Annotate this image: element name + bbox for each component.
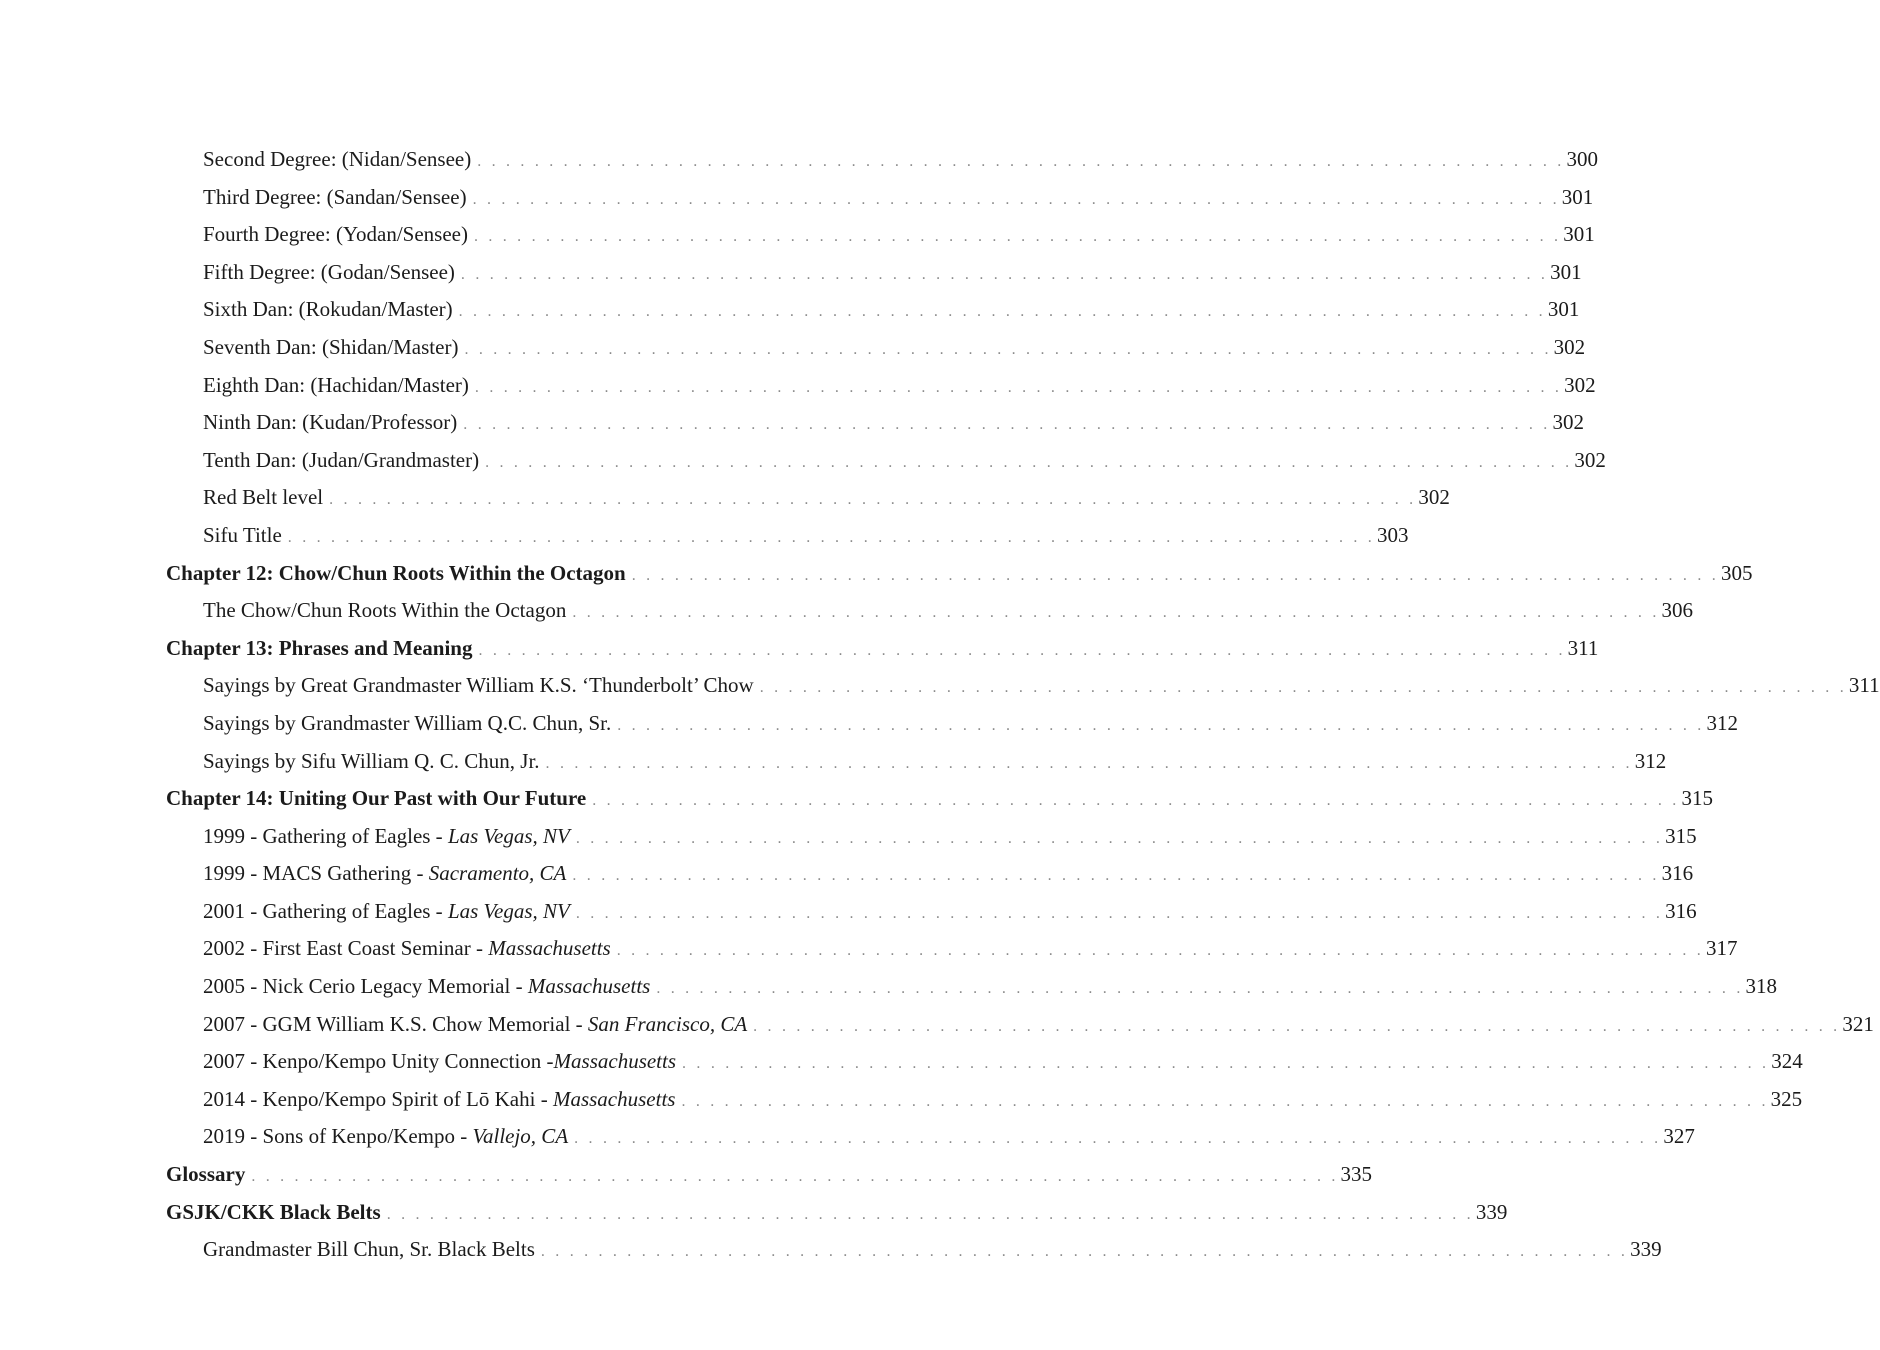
toc-entry-title	[203, 291, 453, 329]
toc-entry-page-number: 306	[1661, 598, 1694, 623]
toc-entry-location: San Francisco, CA	[587, 1011, 748, 1036]
toc-section-entry[interactable]	[166, 216, 1595, 254]
dot-leader: . . . . . . . . . . . . . . . . . . . . . . . . . . . . . . . . . . . . . . . . . . . . . . . . . . . . . . . . . . . . . . . . . . . . . . . . . . . .	[616, 942, 1704, 960]
toc-entry-page-number: 302	[1574, 447, 1606, 472]
toc-entry-title-text: Chapter 13: Phrases and Meaning	[166, 635, 473, 660]
toc-entry-title	[203, 592, 566, 630]
toc-entry-page-number: 302	[1418, 485, 1450, 510]
dot-leader: . . . . . . . . . . . . . . . . . . . . . . . . . . . . . . . . . . . . . . . . . . . . . . . . . . . . . . . . . . . . . . . . . . . . . . . . . . . .	[575, 904, 1664, 922]
toc-entry-title-text: Sayings by Grandmaster William Q.C. Chun, Sr.	[203, 710, 612, 735]
toc-entry-title-text: 2002 - First East Coast Seminar -	[203, 936, 489, 961]
toc-entry-title-text: Glossary	[166, 1162, 246, 1187]
toc-entry-page-number: 316	[1661, 861, 1694, 886]
toc-section-entry[interactable]	[166, 592, 1694, 630]
toc-entry-title	[203, 442, 479, 480]
toc-entry-page-number: 311	[1848, 673, 1880, 698]
toc-entry-page-number: 315	[1665, 823, 1697, 848]
toc-section-entry[interactable]	[166, 855, 1694, 893]
toc-section-entry[interactable]	[166, 517, 1409, 555]
toc-entry-title-text: Red Belt level	[203, 485, 324, 510]
dot-leader: . . . . . . . . . . . . . . . . . . . . . . . . . . . . . . . . . . . . . . . . . . . . . . . . . . . . . . . . . . . . . . . . . . . . . . . . . . . .	[656, 980, 1744, 998]
toc-entry-title-text: Second Degree: (Nidan/Sensee)	[203, 147, 472, 171]
toc-entry-title-text: 2001 - Gathering of Eagles -	[203, 898, 448, 923]
toc-entry-page-number: 301	[1550, 259, 1582, 284]
toc-entry-page-number: 318	[1745, 974, 1778, 999]
toc-entry-title-text: Third Degree: (Sandan/Sensee)	[203, 184, 467, 209]
dot-leader: . . . . . . . . . . . . . . . . . . . . . . . . . . . . . . . . . . . . . . . . . . . . . . . . . . . . . . . . . . . . . . . . . . . . . . . . . . . .	[572, 867, 1660, 885]
toc-entry-title-text: Grandmaster Bill Chun, Sr. Black Belts	[203, 1237, 535, 1262]
dot-leader: . . . . . . . . . . . . . . . . . . . . . . . . . . . . . . . . . . . . . . . . . . . . . . . . . . . . . . . . . . . . . . . . . . . . . . . . . . . .	[753, 1017, 1841, 1035]
toc-entry-title-text: Ninth Dan: (Kudan/Professor)	[203, 410, 458, 435]
dot-leader: . . . . . . . . . . . . . . . . . . . . . . . . . . . . . . . . . . . . . . . . . . . . . . . . . . . . . . . . . . . . . . . . . . . . . . . . . . . .	[287, 528, 1375, 546]
toc-section-entry[interactable]	[166, 1118, 1695, 1156]
toc-entry-location: Las Vegas, NV	[447, 823, 570, 848]
toc-entry-title	[203, 1231, 535, 1269]
toc-entry-title-text: 2019 - Sons of Kenpo/Kempo -	[203, 1124, 473, 1149]
dot-leader: . . . . . . . . . . . . . . . . . . . . . . . . . . . . . . . . . . . . . . . . . . . . . . . . . . . . . . . . . . . . . . . . . . . . . . . . . . . .	[759, 679, 1847, 697]
dot-leader: . . . . . . . . . . . . . . . . . . . . . . . . . . . . . . . . . . . . . . . . . . . . . . . . . . . . . . . . . . . . . . . . . . . . . . . . . . . .	[460, 265, 1549, 283]
toc-entry-location: Massachusetts	[552, 1086, 676, 1111]
toc-entry-page-number: 335	[1340, 1162, 1373, 1187]
toc-chapter-entry[interactable]	[166, 1156, 1373, 1194]
toc-section-entry[interactable]	[166, 367, 1596, 405]
dot-leader: . . . . . . . . . . . . . . . . . . . . . . . . . . . . . . . . . . . . . . . . . . . . . . . . . . . . . . . . . . . . . . . . . . . . . . . . . . . .	[575, 829, 1664, 847]
dot-leader: . . . . . . . . . . . . . . . . . . . . . . . . . . . . . . . . . . . . . . . . . . . . . . . . . . . . . . . . . . . . . . . . . . . . . . . . . . . .	[478, 641, 1566, 659]
toc-entry-title	[203, 1118, 568, 1156]
toc-entry-location: Massachusetts	[527, 974, 651, 999]
dot-leader: . . . . . . . . . . . . . . . . . . . . . . . . . . . . . . . . . . . . . . . . . . . . . . . . . . . . . . . . . . . . . . . . . . . . . . . . . . . .	[592, 792, 1680, 810]
toc-entry-title	[203, 705, 611, 743]
toc-section-entry[interactable]	[166, 930, 1738, 968]
toc-entry-title	[203, 1043, 676, 1081]
toc-section-entry[interactable]	[166, 329, 1586, 367]
toc-entry-title-text: Eighth Dan: (Hachidan/Master)	[203, 372, 469, 397]
toc-entry-title	[166, 780, 586, 818]
toc-entry-page-number: 302	[1552, 410, 1584, 435]
toc-entry-title	[203, 404, 457, 442]
toc-entry-page-number: 327	[1663, 1124, 1695, 1149]
dot-leader: . . . . . . . . . . . . . . . . . . . . . . . . . . . . . . . . . . . . . . . . . . . . . . . . . . . . . . . . . . . . . . . . . . . . . . . . . . . .	[682, 1055, 1770, 1073]
toc-entry-page-number: 315	[1681, 786, 1713, 811]
toc-section-entry[interactable]	[166, 254, 1582, 292]
toc-entry-page-number: 311	[1567, 635, 1599, 660]
toc-section-entry[interactable]	[166, 141, 1598, 179]
toc-entry-page-number: 301	[1561, 184, 1594, 209]
dot-leader: . . . . . . . . . . . . . . . . . . . . . . . . . . . . . . . . . . . . . . . . . . . . . . . . . . . . . . . . . . . . . . . . . . . . . . . . . . . .	[485, 453, 1573, 471]
toc-section-entry[interactable]	[166, 1006, 1874, 1044]
toc-section-entry[interactable]	[166, 743, 1667, 781]
toc-chapter-entry[interactable]	[166, 555, 1753, 593]
dot-leader: . . . . . . . . . . . . . . . . . . . . . . . . . . . . . . . . . . . . . . . . . . . . . . . . . . . . . . . . . . . . . . . . . . . . . . . . . . . .	[477, 153, 1565, 170]
toc-entry-title	[166, 1156, 245, 1194]
toc-entry-title-text: Sayings by Sifu William Q. C. Chun, Jr.	[203, 748, 540, 773]
toc-entry-page-number: 301	[1547, 297, 1580, 322]
toc-entry-title	[203, 1081, 675, 1119]
toc-entry-title-text: 1999 - Gathering of Eagles -	[203, 823, 448, 848]
dot-leader: . . . . . . . . . . . . . . . . . . . . . . . . . . . . . . . . . . . . . . . . . . . . . . . . . . . . . . . . . . . . . . . . . . . . . . . . . . . .	[681, 1092, 1769, 1110]
toc-entry-title-text: Sayings by Great Grandmaster William K.S. ‘Thunderbolt’ Chow	[203, 673, 754, 698]
toc-section-entry[interactable]	[166, 404, 1584, 442]
toc-section-entry[interactable]	[166, 818, 1697, 856]
toc-chapter-entry[interactable]	[166, 630, 1599, 668]
toc-section-entry[interactable]	[166, 1081, 1803, 1119]
toc-entry-title	[203, 818, 570, 856]
toc-entry-location: Vallejo, CA	[472, 1124, 569, 1149]
toc-entry-title-text: GSJK/CKK Black Belts	[166, 1199, 381, 1224]
dot-leader: . . . . . . . . . . . . . . . . . . . . . . . . . . . . . . . . . . . . . . . . . . . . . . . . . . . . . . . . . . . . . . . . . . . . . . . . . . . .	[574, 1130, 1662, 1148]
dot-leader: . . . . . . . . . . . . . . . . . . . . . . . . . . . . . . . . . . . . . . . . . . . . . . . . . . . . . . . . . . . . . . . . . . . . . . . . . . . .	[329, 491, 1417, 509]
dot-leader: . . . . . . . . . . . . . . . . . . . . . . . . . . . . . . . . . . . . . . . . . . . . . . . . . . . . . . . . . . . . . . . . . . . . . . . . . . . .	[458, 303, 1546, 321]
toc-entry-title-text: Fourth Degree: (Yodan/Sensee)	[203, 222, 468, 247]
toc-entry-title	[203, 254, 455, 292]
dot-leader: . . . . . . . . . . . . . . . . . . . . . . . . . . . . . . . . . . . . . . . . . . . . . . . . . . . . . . . . . . . . . . . . . . . . . . . . . . . .	[386, 1205, 1474, 1223]
toc-entry-page-number: 339	[1475, 1199, 1508, 1224]
toc-entry-title-text: Chapter 12: Chow/Chun Roots Within the Octagon	[166, 560, 626, 585]
toc-entry-page-number: 325	[1770, 1086, 1803, 1111]
toc-section-entry[interactable]	[166, 179, 1594, 217]
toc-entry-page-number: 339	[1630, 1237, 1662, 1262]
toc-entry-title	[203, 141, 471, 179]
toc-entry-title-text: Tenth Dan: (Judan/Grandmaster)	[203, 447, 480, 472]
toc-entry-title-text: 1999 - MACS Gathering -	[203, 861, 429, 886]
toc-entry-page-number: 302	[1564, 372, 1596, 397]
toc-entry-title	[203, 855, 566, 893]
toc-section-entry[interactable]	[166, 1043, 1803, 1081]
toc-entry-title	[203, 479, 323, 517]
toc-entry-title	[203, 968, 650, 1006]
toc-section-entry[interactable]	[166, 479, 1450, 517]
toc-chapter-entry[interactable]	[166, 780, 1713, 818]
toc-entry-page-number: 301	[1563, 222, 1595, 247]
toc-entry-title	[203, 329, 458, 367]
toc-entry-page-number: 305	[1720, 560, 1753, 585]
dot-leader: . . . . . . . . . . . . . . . . . . . . . . . . . . . . . . . . . . . . . . . . . . . . . . . . . . . . . . . . . . . . . . . . . . . . . . . . . . . .	[545, 754, 1633, 772]
dot-leader: . . . . . . . . . . . . . . . . . . . . . . . . . . . . . . . . . . . . . . . . . . . . . . . . . . . . . . . . . . . . . . . . . . . . . . . . . . . .	[463, 416, 1551, 434]
toc-entry-page-number: 321	[1842, 1011, 1874, 1036]
dot-leader: . . . . . . . . . . . . . . . . . . . . . . . . . . . . . . . . . . . . . . . . . . . . . . . . . . . . . . . . . . . . . . . . . . . . . . . . . . . .	[473, 228, 1562, 246]
toc-entry-title	[203, 517, 282, 555]
toc-entry-title	[203, 667, 754, 705]
toc-entry-title	[203, 743, 540, 781]
toc-entry-title-text: 2005 - Nick Cerio Legacy Memorial -	[203, 974, 528, 999]
toc-entry-location: Massachusetts	[488, 936, 611, 961]
dot-leader: . . . . . . . . . . . . . . . . . . . . . . . . . . . . . . . . . . . . . . . . . . . . . . . . . . . . . . . . . . . . . . . . . . . . . . . . . . . .	[472, 190, 1560, 208]
toc-entry-title	[203, 930, 611, 968]
dot-leader: . . . . . . . . . . . . . . . . . . . . . . . . . . . . . . . . . . . . . . . . . . . . . . . . . . . . . . . . . . . . . . . . . . . . . . . . . . . .	[617, 716, 1705, 734]
toc-entry-page-number: 312	[1634, 748, 1667, 773]
dot-leader: . . . . . . . . . . . . . . . . . . . . . . . . . . . . . . . . . . . . . . . . . . . . . . . . . . . . . . . . . . . . . . . . . . . . . . . . . . . .	[251, 1168, 1339, 1186]
toc-entry-page-number: 316	[1665, 898, 1697, 923]
dot-leader: . . . . . . . . . . . . . . . . . . . . . . . . . . . . . . . . . . . . . . . . . . . . . . . . . . . . . . . . . . . . . . . . . . . . . . . . . . . .	[572, 604, 1660, 622]
toc-section-entry[interactable]	[166, 968, 1778, 1006]
toc-section-entry[interactable]	[166, 705, 1738, 743]
toc-section-entry[interactable]	[166, 291, 1580, 329]
toc-entry-title-text: Seventh Dan: (Shidan/Master)	[203, 334, 459, 359]
toc-entry-title-text: 2007 - Kenpo/Kempo Unity Connection -	[203, 1049, 554, 1074]
dot-leader: . . . . . . . . . . . . . . . . . . . . . . . . . . . . . . . . . . . . . . . . . . . . . . . . . . . . . . . . . . . . . . . . . . . . . . . . . . . .	[540, 1243, 1629, 1261]
toc-entry-title	[166, 555, 626, 593]
toc-entry-location: Sacramento, CA	[428, 861, 567, 886]
toc-entry-title-text: Chapter 14: Uniting Our Past with Our Future	[166, 786, 587, 811]
dot-leader: . . . . . . . . . . . . . . . . . . . . . . . . . . . . . . . . . . . . . . . . . . . . . . . . . . . . . . . . . . . . . . . . . . . . . . . . . . . .	[631, 566, 1719, 584]
toc-entry-page-number: 300	[1566, 147, 1598, 171]
toc-entry-title-text: The Chow/Chun Roots Within the Octagon	[203, 598, 567, 623]
toc-entry-page-number: 312	[1706, 710, 1738, 735]
toc-chapter-entry[interactable]	[166, 1194, 1508, 1232]
toc-entry-title	[203, 216, 468, 254]
toc-entry-title	[166, 630, 472, 668]
toc-entry-title-text: Sifu Title	[203, 522, 282, 547]
dot-leader: . . . . . . . . . . . . . . . . . . . . . . . . . . . . . . . . . . . . . . . . . . . . . . . . . . . . . . . . . . . . . . . . . . . . . . . . . . . .	[464, 340, 1552, 358]
toc-entry-location: Las Vegas, NV	[447, 898, 570, 923]
toc-entry-title-text: 2007 - GGM William K.S. Chow Memorial -	[203, 1011, 588, 1036]
toc-entry-location: Massachusetts	[553, 1049, 677, 1074]
toc-entry-title-text: Fifth Degree: (Godan/Sensee)	[203, 259, 455, 284]
table-of-contents	[166, 141, 1880, 1269]
toc-entry-title	[203, 179, 467, 217]
toc-section-entry[interactable]	[166, 1231, 1662, 1269]
toc-entry-title	[203, 367, 469, 405]
toc-section-entry[interactable]	[166, 893, 1697, 931]
toc-entry-title	[203, 1006, 747, 1044]
toc-entry-page-number: 303	[1377, 522, 1409, 547]
toc-entry-title-text: 2014 - Kenpo/Kempo Spirit of Lō Kahi -	[203, 1086, 553, 1111]
dot-leader: . . . . . . . . . . . . . . . . . . . . . . . . . . . . . . . . . . . . . . . . . . . . . . . . . . . . . . . . . . . . . . . . . . . . . . . . . . . .	[474, 378, 1563, 396]
toc-entry-page-number: 302	[1553, 334, 1586, 359]
toc-entry-page-number: 317	[1705, 936, 1738, 961]
toc-entry-title	[166, 1194, 381, 1232]
toc-section-entry[interactable]	[166, 442, 1606, 480]
toc-entry-title-text: Sixth Dan: (Rokudan/Master)	[203, 297, 453, 322]
toc-section-entry[interactable]	[166, 667, 1880, 705]
toc-entry-title	[203, 893, 570, 931]
toc-entry-page-number: 324	[1771, 1049, 1803, 1074]
